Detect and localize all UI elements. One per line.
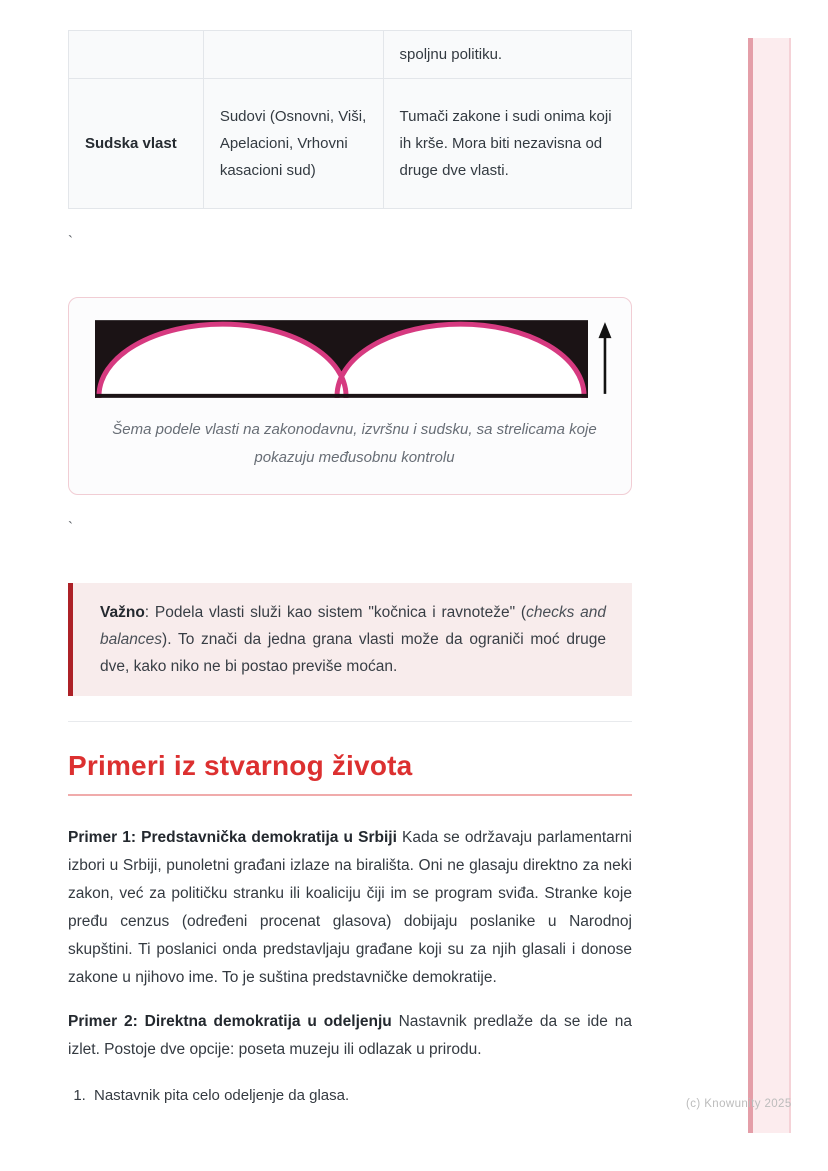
paragraph-lead: Primer 2: Direktna demokratija u odeljenju — [68, 1013, 392, 1030]
callout-italic-text: checks and balances — [100, 604, 606, 648]
figure-caption: Šema podele vlasti na zakonodavnu, izvršnu i sudsku, sa strelicama koje pokazuju međusobnu kontrolu — [112, 421, 597, 466]
copyright-watermark: (c) Knowunity 2025 — [686, 1098, 792, 1110]
up-arrow-icon — [596, 320, 614, 398]
table-cell: Sudovi (Osnovni, Viši, Apelacioni, Vrhovni kasacioni sud) — [203, 79, 383, 209]
powers-table — [68, 30, 632, 209]
paragraph-example-1 — [68, 824, 632, 992]
table-cell — [203, 31, 383, 79]
stray-backtick: ` — [68, 519, 73, 536]
table-row — [69, 79, 632, 209]
table-row — [69, 31, 632, 79]
figure-image — [95, 320, 614, 398]
example-list — [68, 1082, 632, 1109]
table-cell: Tumači zakone i sudi onima koji ih krše. Mora biti nezavisna od druge dve vlasti. — [383, 79, 631, 209]
callout-label: Važno — [100, 604, 145, 621]
important-callout — [68, 583, 632, 696]
document-content — [68, 30, 632, 1109]
paragraph-body: Kada se održavaju parlamentarni izbori u Srbiji, punoletni građani izlaze na birališta. Oni ne glasaju direktno za neki zakon, već za političku stranku ili koaliciju čiji im se program sviđa. Stranke koje pređu cenzus (određeni procenat glasova) dobijaju poslanike u Narodnoj skupštini. Ti poslanici onda predstavljaju građane koji su za njih glasali i donose zakone u njihovo ime. To je suština predstavničke demokratije. — [68, 829, 632, 986]
paragraph-body: Nastavnik predlaže da se ide na izlet. Postoje dve opcije: poseta muzeju ili odlazak u prirodu. — [68, 1013, 632, 1058]
paragraph-example-2 — [68, 1008, 632, 1064]
section-divider — [68, 721, 632, 722]
table-cell: spoljnu politiku. — [383, 31, 631, 79]
table-cell-row-header: Sudska vlast — [69, 79, 204, 209]
list-item: 1. Nastavnik pita celo odeljenje da glasa. — [90, 1082, 632, 1109]
paragraph-lead: Primer 1: Predstavnička demokratija u Srbiji — [68, 829, 397, 846]
page-edge-stripe — [748, 38, 791, 1133]
table-cell — [69, 31, 204, 79]
figure-card — [68, 297, 632, 495]
stray-backtick: ` — [68, 233, 73, 250]
callout-text: ). To znači da jedna grana vlasti može da ograniči moć druge dve, kako niko ne bi postao previše moćan. — [100, 631, 606, 675]
callout-text: : Podela vlasti služi kao sistem "kočnica i ravnoteže" ( — [144, 604, 527, 621]
crossed-arcs-diagram — [95, 320, 588, 398]
section-heading: Primeri iz stvarnog života — [68, 746, 632, 796]
